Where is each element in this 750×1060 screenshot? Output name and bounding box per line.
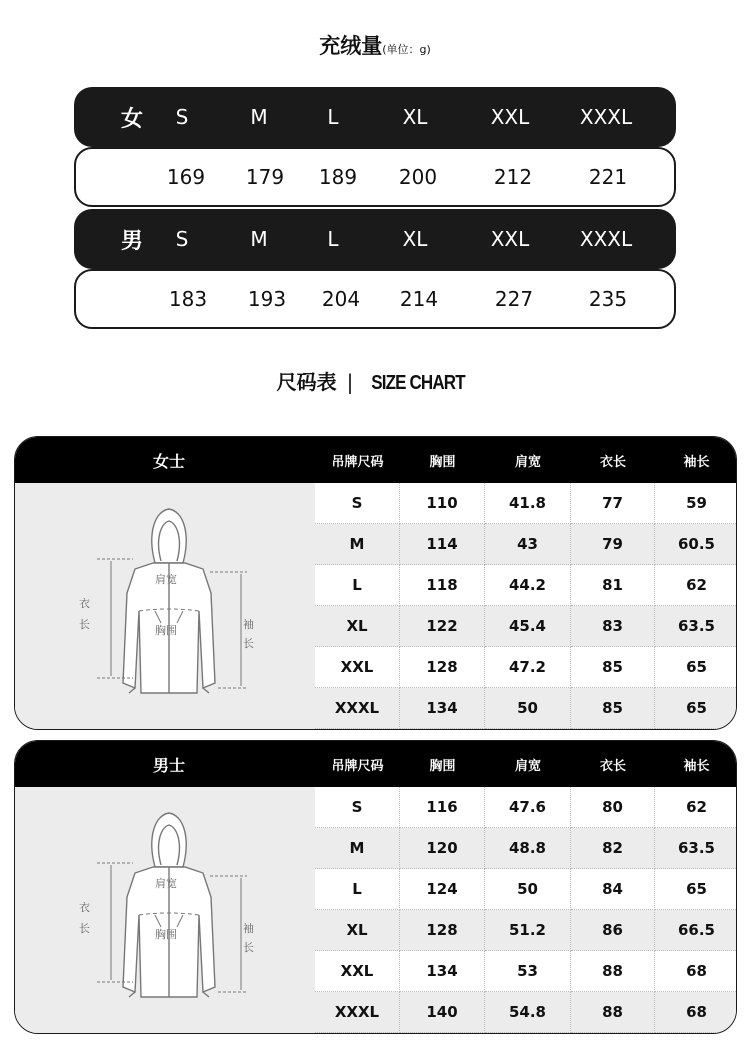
cell-sleeve: 62 xyxy=(655,565,737,606)
cell-tag-size: XL xyxy=(315,606,400,647)
label-chest: 胸围 xyxy=(155,624,177,637)
label-length-2: 长 xyxy=(79,922,90,935)
cell-chest: 122 xyxy=(400,606,485,647)
cell-chest: 110 xyxy=(400,483,485,524)
fill-value: 179 xyxy=(245,165,285,189)
table-row xyxy=(315,524,737,565)
cell-shoulder: 43 xyxy=(485,524,571,565)
cell-tag-size: XXL xyxy=(315,647,400,688)
men-size-table xyxy=(14,740,737,1034)
label-sleeve-2: 长 xyxy=(243,941,254,954)
cell-sleeve: 68 xyxy=(655,951,737,992)
table-header xyxy=(15,437,736,483)
cell-sleeve: 60.5 xyxy=(655,524,737,565)
label-shoulder: 肩宽 xyxy=(155,573,177,586)
women-gender-label: 女 xyxy=(120,106,143,132)
cell-shoulder: 41.8 xyxy=(485,483,571,524)
table-row xyxy=(315,606,737,647)
table-row xyxy=(315,688,737,729)
cell-tag-size: L xyxy=(315,565,400,606)
col-chest: 胸围 xyxy=(429,758,456,774)
table-row xyxy=(315,483,737,524)
fill-value: 183 xyxy=(168,287,208,311)
col-length: 衣长 xyxy=(599,758,626,774)
fill-value: 200 xyxy=(398,165,438,189)
label-length-1: 衣 xyxy=(79,901,90,914)
cell-length: 88 xyxy=(571,992,655,1033)
table-row xyxy=(315,951,737,992)
cell-length: 84 xyxy=(571,869,655,910)
fill-value: 214 xyxy=(399,287,439,311)
jacket-diagram-area xyxy=(15,787,315,1033)
cell-sleeve: 65 xyxy=(655,869,737,910)
jacket-diagram xyxy=(15,787,315,1033)
col-shoulder: 肩宽 xyxy=(514,758,541,774)
size-chart-title-cn: 尺码表 xyxy=(276,370,337,394)
table-row xyxy=(315,565,737,606)
cell-length: 82 xyxy=(571,828,655,869)
men-gender-label: 男 xyxy=(120,228,143,254)
cell-sleeve: 68 xyxy=(655,992,737,1033)
cell-length: 83 xyxy=(571,606,655,647)
size-label: XXL xyxy=(490,105,530,129)
label-sleeve-1: 袖 xyxy=(243,618,254,631)
size-label: S xyxy=(175,227,189,251)
size-label: XXXL xyxy=(579,105,633,129)
col-chest: 胸围 xyxy=(429,454,456,470)
cell-tag-size: XXXL xyxy=(315,992,400,1033)
women-table-title: 女士 xyxy=(152,451,185,471)
cell-chest: 120 xyxy=(400,828,485,869)
jacket-diagram xyxy=(15,483,315,729)
fill-value: 235 xyxy=(588,287,628,311)
cell-chest: 134 xyxy=(400,688,485,729)
label-sleeve-1: 袖 xyxy=(243,922,254,935)
label-length-1: 衣 xyxy=(79,597,90,610)
cell-length: 77 xyxy=(571,483,655,524)
cell-shoulder: 44.2 xyxy=(485,565,571,606)
fill-value: 193 xyxy=(247,287,287,311)
fill-value: 227 xyxy=(494,287,534,311)
cell-tag-size: S xyxy=(315,787,400,828)
fill-value: 189 xyxy=(318,165,358,189)
cell-shoulder: 45.4 xyxy=(485,606,571,647)
size-label: L xyxy=(327,227,339,251)
size-label: L xyxy=(327,105,339,129)
cell-chest: 128 xyxy=(400,647,485,688)
cell-length: 80 xyxy=(571,787,655,828)
cell-shoulder: 50 xyxy=(485,688,571,729)
cell-sleeve: 66.5 xyxy=(655,910,737,951)
men-fill-size-bar xyxy=(74,209,676,269)
cell-shoulder: 47.2 xyxy=(485,647,571,688)
cell-length: 88 xyxy=(571,951,655,992)
col-sleeve: 袖长 xyxy=(683,454,710,470)
cell-chest: 116 xyxy=(400,787,485,828)
cell-shoulder: 47.6 xyxy=(485,787,571,828)
cell-shoulder: 48.8 xyxy=(485,828,571,869)
table-row xyxy=(315,910,737,951)
col-shoulder: 肩宽 xyxy=(514,454,541,470)
cell-chest: 140 xyxy=(400,992,485,1033)
jacket-diagram-area xyxy=(15,483,315,729)
cell-length: 81 xyxy=(571,565,655,606)
cell-sleeve: 65 xyxy=(655,688,737,729)
cell-tag-size: XXL xyxy=(315,951,400,992)
cell-sleeve: 63.5 xyxy=(655,606,737,647)
label-length-2: 长 xyxy=(79,618,90,631)
cell-chest: 114 xyxy=(400,524,485,565)
fill-value: 169 xyxy=(166,165,206,189)
cell-shoulder: 50 xyxy=(485,869,571,910)
size-label: S xyxy=(175,105,189,129)
cell-length: 85 xyxy=(571,647,655,688)
fill-title-text: 充绒量 xyxy=(319,34,383,58)
size-chart-title-en: SIZE CHART xyxy=(371,372,466,394)
table-header xyxy=(15,741,736,787)
col-tag-size: 吊牌尺码 xyxy=(331,758,384,774)
table-row xyxy=(315,787,737,828)
size-label: M xyxy=(250,227,268,251)
fill-unit-text: (单位：g) xyxy=(382,43,431,56)
cell-chest: 124 xyxy=(400,869,485,910)
cell-shoulder: 53 xyxy=(485,951,571,992)
cell-sleeve: 59 xyxy=(655,483,737,524)
cell-sleeve: 65 xyxy=(655,647,737,688)
cell-tag-size: L xyxy=(315,869,400,910)
cell-shoulder: 51.2 xyxy=(485,910,571,951)
cell-shoulder: 54.8 xyxy=(485,992,571,1033)
men-fill-value-bar xyxy=(74,269,676,329)
table-row xyxy=(315,647,737,688)
cell-chest: 134 xyxy=(400,951,485,992)
cell-tag-size: M xyxy=(315,828,400,869)
col-tag-size: 吊牌尺码 xyxy=(331,454,384,470)
cell-sleeve: 63.5 xyxy=(655,828,737,869)
fill-amount-title xyxy=(0,30,750,66)
label-shoulder: 肩宽 xyxy=(155,877,177,890)
table-row xyxy=(315,828,737,869)
women-fill-value-bar xyxy=(74,147,676,207)
cell-tag-size: XXXL xyxy=(315,688,400,729)
fill-value: 204 xyxy=(321,287,361,311)
label-sleeve-2: 长 xyxy=(243,637,254,650)
size-label: XXL xyxy=(490,227,530,251)
cell-length: 85 xyxy=(571,688,655,729)
men-table-title: 男士 xyxy=(152,755,185,775)
cell-length: 86 xyxy=(571,910,655,951)
title-separator: | xyxy=(346,370,354,394)
cell-length: 79 xyxy=(571,524,655,565)
col-length: 衣长 xyxy=(599,454,626,470)
women-fill-size-bar xyxy=(74,87,676,147)
cell-sleeve: 62 xyxy=(655,787,737,828)
size-chart-title xyxy=(0,366,750,398)
cell-chest: 118 xyxy=(400,565,485,606)
size-label: M xyxy=(250,105,268,129)
cell-tag-size: M xyxy=(315,524,400,565)
women-size-table xyxy=(14,436,737,730)
cell-tag-size: S xyxy=(315,483,400,524)
size-label: XL xyxy=(402,227,428,251)
cell-tag-size: XL xyxy=(315,910,400,951)
size-label: XL xyxy=(402,105,428,129)
size-label: XXXL xyxy=(579,227,633,251)
col-sleeve: 袖长 xyxy=(683,758,710,774)
cell-chest: 128 xyxy=(400,910,485,951)
table-row xyxy=(315,992,737,1033)
table-row xyxy=(315,869,737,910)
fill-value: 212 xyxy=(493,165,533,189)
label-chest: 胸围 xyxy=(155,928,177,941)
fill-value: 221 xyxy=(588,165,628,189)
